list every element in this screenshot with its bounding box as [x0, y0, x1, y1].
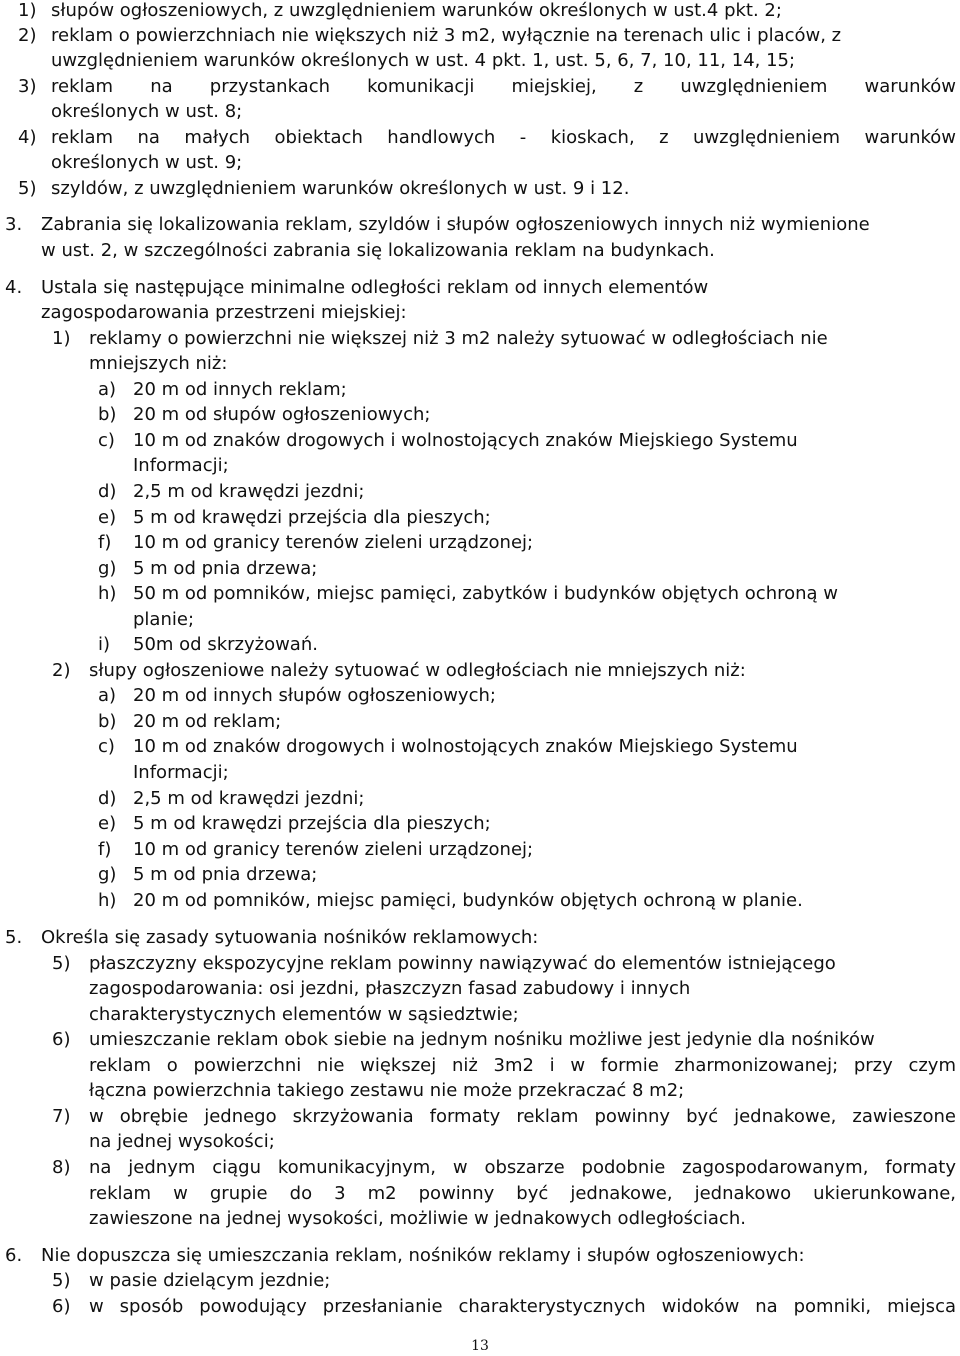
- sub-item-text: 20 m od reklam;: [133, 711, 282, 732]
- sub-item-letter: f): [98, 532, 112, 553]
- sub-item-text: 5 m od krawędzi przejścia dla pieszych;: [133, 507, 491, 528]
- sub-item-letter: e): [98, 507, 117, 528]
- sub-item-letter: b): [98, 404, 117, 425]
- list-item-text: reklamy o powierzchni nie większej niż 3 m2 należy sytuować w odległościach nie: [89, 328, 828, 349]
- list-number: 1): [18, 0, 37, 21]
- list-number: 6): [52, 1029, 71, 1050]
- list-item-text: charakterystycznych elementów w sąsiedztwie;: [89, 1004, 519, 1025]
- paragraph-number: 3.: [5, 214, 23, 235]
- sub-item-text: 2,5 m od krawędzi jezdni;: [133, 788, 365, 809]
- sub-item-letter: h): [98, 890, 117, 911]
- sub-item-text: 5 m od pnia drzewa;: [133, 864, 318, 885]
- list-item-text: uwzględnieniem warunków określonych w ust. 4 pkt. 1, ust. 5, 6, 7, 10, 11, 14, 15;: [51, 50, 796, 71]
- list-number: 5): [18, 178, 37, 199]
- sub-item-letter: c): [98, 736, 115, 757]
- list-number: 4): [18, 127, 37, 148]
- list-item-text: reklam na przystankach komunikacji miejskiej, z uwzględnieniem warunków: [51, 76, 956, 97]
- list-number: 6): [52, 1296, 71, 1317]
- list-number: 2): [52, 660, 71, 681]
- list-item-text: reklam na małych obiektach handlowych - kioskach, z uwzględnieniem warunków: [51, 127, 956, 148]
- list-item-text: w sposób powodujący przesłanianie charakterystycznych widoków na pomniki, miejsca: [89, 1296, 956, 1317]
- list-item-text: płaszczyzny ekspozycyjne reklam powinny nawiązywać do elementów istniejącego: [89, 953, 836, 974]
- sub-item-letter: d): [98, 788, 117, 809]
- list-item-text: reklam o powierzchniach nie większych niż 3 m2, wyłącznie na terenach ulic i placów, z: [51, 25, 842, 46]
- sub-item-letter: i): [98, 634, 111, 655]
- list-number: 7): [52, 1106, 71, 1127]
- sub-item-text: 20 m od innych słupów ogłoszeniowych;: [133, 685, 496, 706]
- sub-item-text: 2,5 m od krawędzi jezdni;: [133, 481, 365, 502]
- list-item-text: mniejszych niż:: [89, 353, 228, 374]
- sub-item-letter: g): [98, 864, 117, 885]
- paragraph-text: zagospodarowania przestrzeni miejskiej:: [41, 302, 407, 323]
- sub-item-letter: d): [98, 481, 117, 502]
- list-item-text: na jednej wysokości;: [89, 1131, 275, 1152]
- page-number: 13: [471, 1338, 489, 1354]
- list-item-text: zagospodarowania: osi jezdni, płaszczyzn fasad zabudowy i innych: [89, 978, 691, 999]
- sub-item-letter: c): [98, 430, 115, 451]
- sub-item-letter: e): [98, 813, 117, 834]
- paragraph-number: 5.: [5, 927, 23, 948]
- sub-item-text: 20 m od innych reklam;: [133, 379, 347, 400]
- sub-item-text: planie;: [133, 609, 195, 630]
- list-number: 5): [52, 953, 71, 974]
- list-item-text: w pasie dzielącym jezdnie;: [89, 1270, 331, 1291]
- paragraph-text: Nie dopuszcza się umieszczania reklam, nośników reklamy i słupów ogłoszeniowych:: [41, 1245, 805, 1266]
- paragraph-text: w ust. 2, w szczególności zabrania się lokalizowania reklam na budynkach.: [41, 240, 715, 261]
- sub-item-text: Informacji;: [133, 455, 229, 476]
- sub-item-letter: a): [98, 685, 117, 706]
- sub-item-text: 20 m od słupów ogłoszeniowych;: [133, 404, 431, 425]
- sub-item-letter: f): [98, 839, 112, 860]
- sub-item-text: 5 m od krawędzi przejścia dla pieszych;: [133, 813, 491, 834]
- list-item-text: określonych w ust. 8;: [51, 101, 243, 122]
- sub-item-text: 10 m od granicy terenów zieleni urządzonej;: [133, 532, 534, 553]
- sub-item-letter: b): [98, 711, 117, 732]
- list-item-text: słupów ogłoszeniowych, z uwzględnieniem warunków określonych w ust.4 pkt. 2;: [51, 0, 782, 21]
- paragraph-number: 6.: [5, 1245, 23, 1266]
- list-number: 8): [52, 1157, 71, 1178]
- sub-item-letter: g): [98, 558, 117, 579]
- sub-item-text: 10 m od znaków drogowych i wolnostojących znaków Miejskiego Systemu: [133, 430, 798, 451]
- list-item-text: na jednym ciągu komunikacyjnym, w obszarze podobnie zagospodarowanym, formaty: [89, 1157, 956, 1178]
- list-item-text: słupy ogłoszeniowe należy sytuować w odległościach nie mniejszych niż:: [89, 660, 746, 681]
- list-number: 1): [52, 328, 71, 349]
- sub-item-text: 20 m od pomników, miejsc pamięci, budynków objętych ochroną w planie.: [133, 890, 803, 911]
- list-item-text: reklam w grupie do 3 m2 powinny być jednakowe, jednakowo ukierunkowane,: [89, 1183, 956, 1204]
- list-item-text: reklam o powierzchni nie większej niż 3m2 i w formie zharmonizowanej; przy czym: [89, 1055, 956, 1076]
- sub-item-text: 10 m od znaków drogowych i wolnostojących znaków Miejskiego Systemu: [133, 736, 798, 757]
- sub-item-letter: a): [98, 379, 117, 400]
- list-item-text: w obrębie jednego skrzyżowania formaty reklam powinny być jednakowe, zawieszone: [89, 1106, 956, 1127]
- sub-item-text: 10 m od granicy terenów zieleni urządzonej;: [133, 839, 534, 860]
- paragraph-number: 4.: [5, 277, 23, 298]
- sub-item-letter: h): [98, 583, 117, 604]
- list-item-text: łączna powierzchnia takiego zestawu nie może przekraczać 8 m2;: [89, 1080, 685, 1101]
- list-item-text: określonych w ust. 9;: [51, 152, 243, 173]
- list-item-text: umieszczanie reklam obok siebie na jednym nośniku możliwe jest jedynie dla nośników: [89, 1029, 875, 1050]
- sub-item-text: 50m od skrzyżowań.: [133, 634, 318, 655]
- list-number: 2): [18, 25, 37, 46]
- sub-item-text: 5 m od pnia drzewa;: [133, 558, 318, 579]
- paragraph-text: Ustala się następujące minimalne odległości reklam od innych elementów: [41, 277, 709, 298]
- list-number: 5): [52, 1270, 71, 1291]
- list-item-text: szyldów, z uwzględnieniem warunków określonych w ust. 9 i 12.: [51, 178, 630, 199]
- sub-item-text: 50 m od pomników, miejsc pamięci, zabytków i budynków objętych ochroną w: [133, 583, 838, 604]
- paragraph-text: Zabrania się lokalizowania reklam, szyldów i słupów ogłoszeniowych innych niż wymienione: [41, 214, 870, 235]
- list-number: 3): [18, 76, 37, 97]
- paragraph-text: Określa się zasady sytuowania nośników reklamowych:: [41, 927, 539, 948]
- list-item-text: zawieszone na jednej wysokości, możliwie w jednakowych odległościach.: [89, 1208, 746, 1229]
- sub-item-text: Informacji;: [133, 762, 229, 783]
